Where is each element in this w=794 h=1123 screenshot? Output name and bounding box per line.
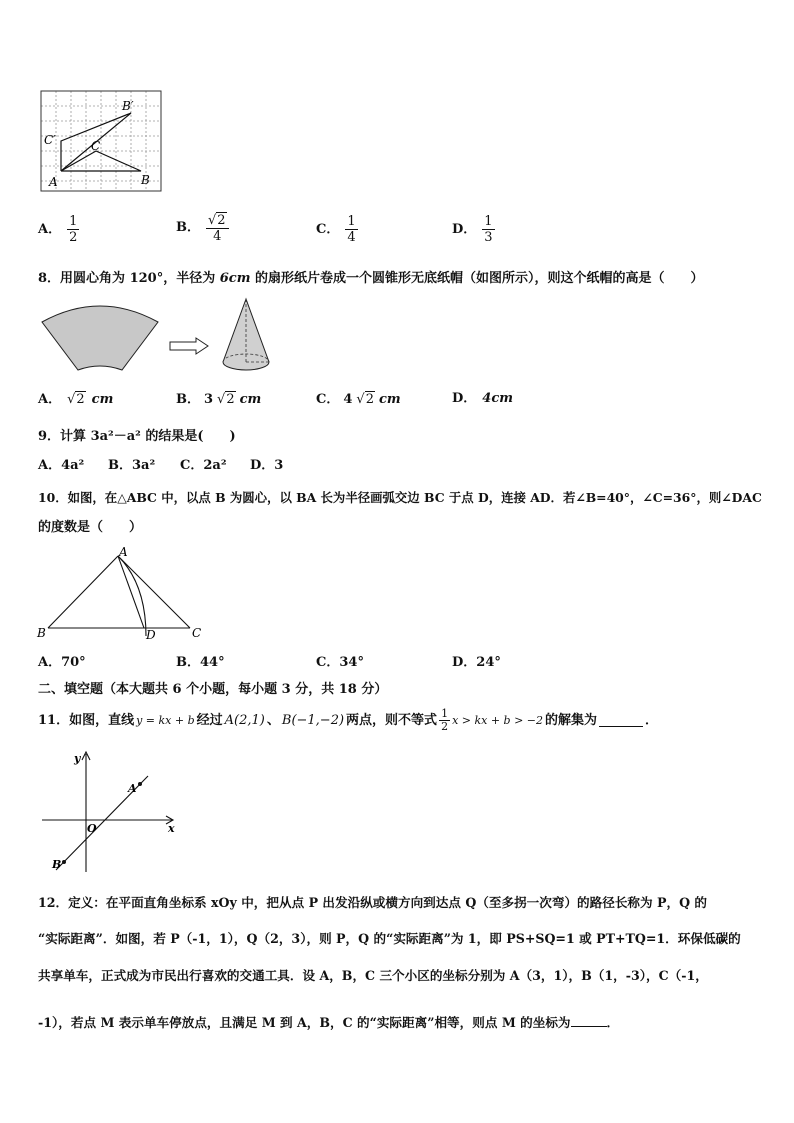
- q10-option-a: A．70°: [38, 655, 86, 670]
- q8-option-a: A． √ 2 cm: [38, 391, 114, 407]
- q10-stem-line2: 的度数是（ ）: [38, 520, 143, 535]
- label-b: B: [37, 626, 46, 640]
- label-a: A: [128, 782, 137, 795]
- q10-option-b: B．44°: [176, 655, 225, 670]
- label-c: C: [91, 139, 101, 153]
- q8-option-b: B． 3 √ 2 cm: [176, 391, 262, 407]
- q7-option-c: C． $\frac{1}{4}$: [316, 214, 356, 245]
- point-a-dot: [138, 782, 142, 786]
- triangles: [61, 113, 141, 171]
- q11-graph: [36, 748, 182, 876]
- answer-blank: [571, 1015, 607, 1027]
- q10-triangle-figure: [34, 544, 214, 644]
- point-b-dot: [62, 860, 66, 864]
- label-a: A: [49, 175, 58, 189]
- fraction-numerator: 1: [69, 214, 78, 229]
- q11-stem: 11．如图，直线 y = kx + b 经过 A(2,1) 、 B(−1,−2) 两点，则不等式 $\frac{1}{2}$ x > kx + b > −2 的解集为 ．: [38, 707, 659, 733]
- q12-line2: “实际距离”．如图，若 P（-1，1），Q（2，3），则 P，Q 的“实际距离”为 1，即 PS+SQ=1 或 PT+TQ=1．环保低碳的: [38, 931, 741, 946]
- label-d: D: [146, 628, 156, 642]
- label-y: y: [74, 752, 81, 765]
- q7-option-d: D． $\frac{1}{3}$: [452, 214, 493, 245]
- q7-grid-figure: [38, 88, 164, 194]
- q9-option-d: D．3: [250, 458, 284, 473]
- q8-sector-figure: [36, 302, 166, 372]
- fraction-denominator: 2: [69, 230, 78, 245]
- q9-option-b: B．3a²: [108, 458, 156, 473]
- q9-stem: 9．计算 3a²－a² 的结果是( ): [38, 429, 236, 444]
- fraction-numerator: √ 2: [206, 212, 229, 229]
- q8-stem: 8．用圆心角为 120°，半径为 6cm 的扇形纸片卷成一个圆锥形无底纸帽（如图所示），则这个纸帽的高是（ ）: [38, 271, 704, 286]
- fraction-denominator: 3: [484, 230, 493, 245]
- fraction-numerator: 1: [441, 707, 449, 720]
- q7-option-a: A． $\frac{1}{2}$: [38, 214, 78, 245]
- q12-line1: 12．定义：在平面直角坐标系 xOy 中，把从点 P 出发沿纵或横方向到达点 Q（至多拐一次弯）的路径长称为 P，Q 的: [38, 895, 708, 910]
- label-c: C: [192, 626, 202, 640]
- q10-option-d: D．24°: [452, 655, 501, 670]
- label-b: B: [141, 173, 150, 187]
- section-heading: 二、填空题（本大题共 6 个小题，每小题 3 分，共 18 分）: [38, 682, 388, 697]
- label-x: x: [168, 822, 175, 835]
- fraction-denominator: 2: [441, 720, 449, 733]
- label-o: O: [87, 822, 97, 835]
- q10-stem-line1: 10．如图，在△ABC 中，以点 B 为圆心，以 BA 长为半径画弧交边 BC 于点 D，连接 AD．若∠B=40°，∠C=36°，则∠DAC: [38, 490, 762, 505]
- q7-option-b: B． √ 2 4: [176, 212, 229, 244]
- fraction-denominator: 4: [213, 229, 222, 244]
- fraction-numerator: 1: [484, 214, 493, 229]
- q9-option-c: C．2a²: [180, 458, 227, 473]
- q9-option-a: A．4a²: [38, 458, 85, 473]
- answer-blank: [599, 715, 643, 727]
- fraction-denominator: 4: [347, 230, 356, 245]
- q12-line4: -1），若点 M 表示单车停放点，且满足 M 到 A，B，C 的“实际距离”相等，则点 M 的坐标为 ．: [38, 1015, 620, 1030]
- label-b: B: [52, 858, 62, 871]
- label-a: A: [119, 545, 128, 559]
- label-c-prime: C′: [44, 133, 56, 147]
- q8-cone-figure: [218, 296, 278, 378]
- q8-arrow: [168, 336, 212, 356]
- q12-line3: 共享单车，正式成为市民出行喜欢的交通工具．设 A，B，C 三个小区的坐标分别为 A（3，1），B（1，-3），C（-1，: [38, 968, 708, 983]
- q10-option-c: C．34°: [316, 655, 364, 670]
- label-b-prime: B′: [122, 99, 134, 113]
- q8-option-d: D． 4cm: [452, 391, 513, 406]
- fraction-numerator: 1: [347, 214, 356, 229]
- q8-option-c: C． 4 √ 2 cm: [316, 391, 401, 407]
